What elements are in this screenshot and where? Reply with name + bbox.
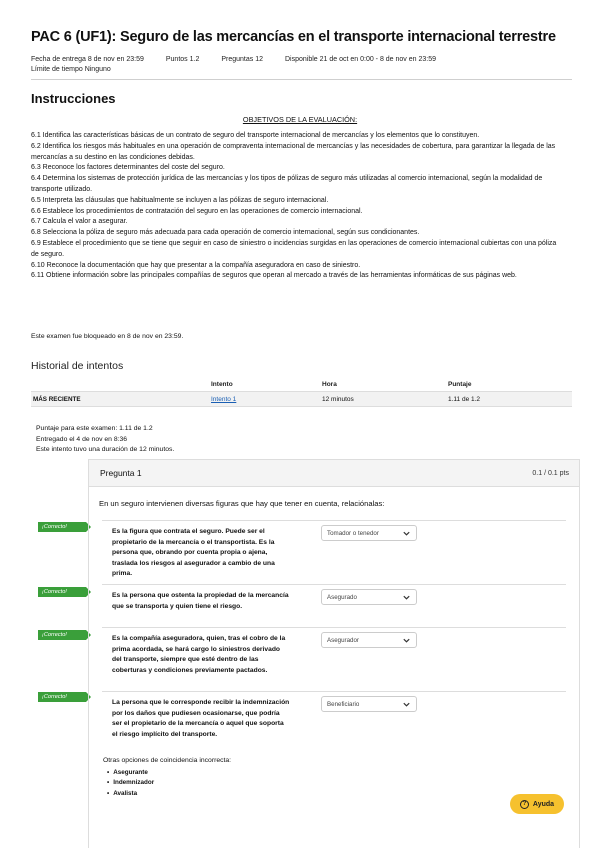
points: Puntos 1.2 <box>165 56 200 63</box>
match-description: La persona que le corresponde recibir la indemnización por los daños que pudiesen ocasionarse, que podría ser el propietario de la mercancía o aquel que soporta el riesgo implícito del transporte. <box>112 699 290 738</box>
chevron-down-icon <box>402 636 411 645</box>
list-item: • Asegurante <box>103 768 231 779</box>
list-item: • Avalista <box>103 789 231 800</box>
match-row <box>102 691 566 755</box>
list-item: • Indemnizador <box>103 778 231 789</box>
objectives-title: OBJETIVOS DE LA EVALUACIÓN: <box>242 115 358 124</box>
help-button[interactable] <box>510 794 564 814</box>
due-date: Fecha de entrega 8 de nov en 23:59 <box>31 56 144 63</box>
question-title: Pregunta 1 <box>100 468 142 478</box>
objective-item: 6.11 Obtiene información sobre las principales compañías de seguros que operan al mercado a través de las herramientas informáticas de sus páginas web. <box>31 272 517 280</box>
question-count: Preguntas 12 <box>221 56 263 63</box>
question-card <box>88 459 580 848</box>
correct-badge: ¡Correcto! <box>38 630 86 640</box>
objective-item: 6.7 Calcula el valor a asegurar. <box>31 218 128 226</box>
history-table <box>31 377 572 407</box>
selected-value: Asegurado <box>327 593 357 601</box>
chevron-down-icon <box>402 700 411 709</box>
selected-value: Beneficiario <box>327 700 360 708</box>
selected-value: Tomador o tenedor <box>327 529 379 537</box>
attempt-link[interactable]: Intento 1 <box>211 395 237 403</box>
locked-note: Este examen fue bloqueado en 8 de nov en 23:59. <box>31 333 184 340</box>
chevron-down-icon <box>402 529 411 538</box>
question-circle-icon: ? <box>520 800 529 809</box>
objective-item: 6.6 Establece los procedimientos de contratación del seguro en las operaciones de comercio internacional. <box>31 207 363 215</box>
question-header <box>89 460 579 487</box>
match-description: Es la persona que ostenta la propiedad de la mercancía que se transporta y quien tiene el riesgo. <box>112 592 289 610</box>
correct-badge: ¡Correcto! <box>38 522 86 532</box>
history-heading: Historial de intentos <box>31 360 124 372</box>
objective-item: 6.8 Selecciona la póliza de seguro más adecuada para cada operación de comercio internacional, según sus condicionantes. <box>31 229 420 237</box>
instructions-heading: Instrucciones <box>31 91 116 106</box>
col-header-attempt: Intento <box>211 380 233 388</box>
help-label: Ayuda <box>532 800 555 808</box>
objective-item: 6.2 Identifica los riesgos más habituales en una operación de compraventa internacional de mercancías y las necesidades de cobertura, para garantizar la llegada de las mercancías a su destino en las condiciones debidas. <box>31 142 556 161</box>
attempt-score: 1.11 de 1.2 <box>448 395 481 403</box>
distractors-label: Otras opciones de coincidencia incorrecta: <box>103 757 232 764</box>
question-prompt: En un seguro intervienen diversas figuras que hay que tener en cuenta, relaciónalas: <box>99 499 385 508</box>
objective-item: 6.10 Reconoce la documentación que hay que presentar a la compañía aseguradora en caso de siniestro. <box>31 261 361 269</box>
table-row <box>31 391 572 407</box>
quiz-meta <box>31 55 458 75</box>
match-row <box>102 584 566 627</box>
match-description: Es la compañía aseguradora, quien, tras el cobro de la prima acordada, se hará cargo lo siniestros derivado del transporte, siempre que esté dentro de las coberturas y condiciones previamente pactados. <box>112 635 286 674</box>
attempt-time: 12 minutos <box>322 395 354 403</box>
objectives-list <box>31 131 564 282</box>
availability: Disponible 21 de oct en 0:00 - 8 de nov en 23:59 <box>285 56 436 63</box>
objective-item: 6.4 Determina los sistemas de protección jurídica de las mercancías y los tipos de pólizas de seguro más utilizadas al comercio internacional, según la modalidad de transporte utilizado. <box>31 175 543 193</box>
distractors <box>103 756 231 799</box>
final-score: Puntaje para este examen: 1.11 de 1.2 <box>36 425 153 432</box>
objective-item: 6.3 Reconoce los factores determinantes del coste del seguro. <box>31 164 225 172</box>
match-description: Es la figura que contrata el seguro. Puede ser el propietario de la mercancía o el transportista. Es la persona que, obrando por cuenta propia o ajena, traslada los riesgos al asegurador a cambio de una prima. <box>112 528 275 578</box>
attempt-duration: Este intento tuvo una duración de 12 minutos. <box>36 446 175 454</box>
answer-select[interactable] <box>321 632 417 648</box>
match-row <box>102 627 566 691</box>
row-label: MÁS RECIENTE <box>33 395 81 403</box>
answer-select[interactable] <box>321 696 417 712</box>
match-row <box>102 520 566 584</box>
answer-select[interactable] <box>321 589 417 605</box>
objective-item: 6.9 Establece el procedimiento que se tiene que seguir en caso de siniestro o incidencias surgidas en las operaciones de comercio internacional cubiertas con una póliza de seguro. <box>31 239 557 258</box>
time-limit: Límite de tiempo Ninguno <box>31 66 111 73</box>
objective-item: 6.1 Identifica las características básicas de un contrato de seguro del transporte internacional de mercancías y los elementos que lo constituyen. <box>31 132 480 139</box>
selected-value: Asegurador <box>327 636 359 644</box>
score-info <box>36 424 174 456</box>
page-title: PAC 6 (UF1): Seguro de las mercancías en el transporte internacional terrestre <box>31 29 556 45</box>
question-points: 0.1 / 0.1 pts <box>532 469 569 477</box>
submitted-date: Entregado el 4 de nov en 8:36 <box>36 435 128 443</box>
distractor-list <box>103 768 231 800</box>
col-header-score: Puntaje <box>448 380 472 388</box>
chevron-down-icon <box>402 593 411 602</box>
objective-item: 6.5 Interpreta las cláusulas que habitualmente se incluyen a las pólizas de seguro internacional. <box>31 196 329 204</box>
col-header-time: Hora <box>322 380 337 388</box>
answer-select[interactable] <box>321 525 417 541</box>
history-header <box>31 377 572 391</box>
correct-badge: ¡Correcto! <box>38 692 86 702</box>
divider <box>31 79 572 80</box>
correct-badge: ¡Correcto! <box>38 587 86 597</box>
